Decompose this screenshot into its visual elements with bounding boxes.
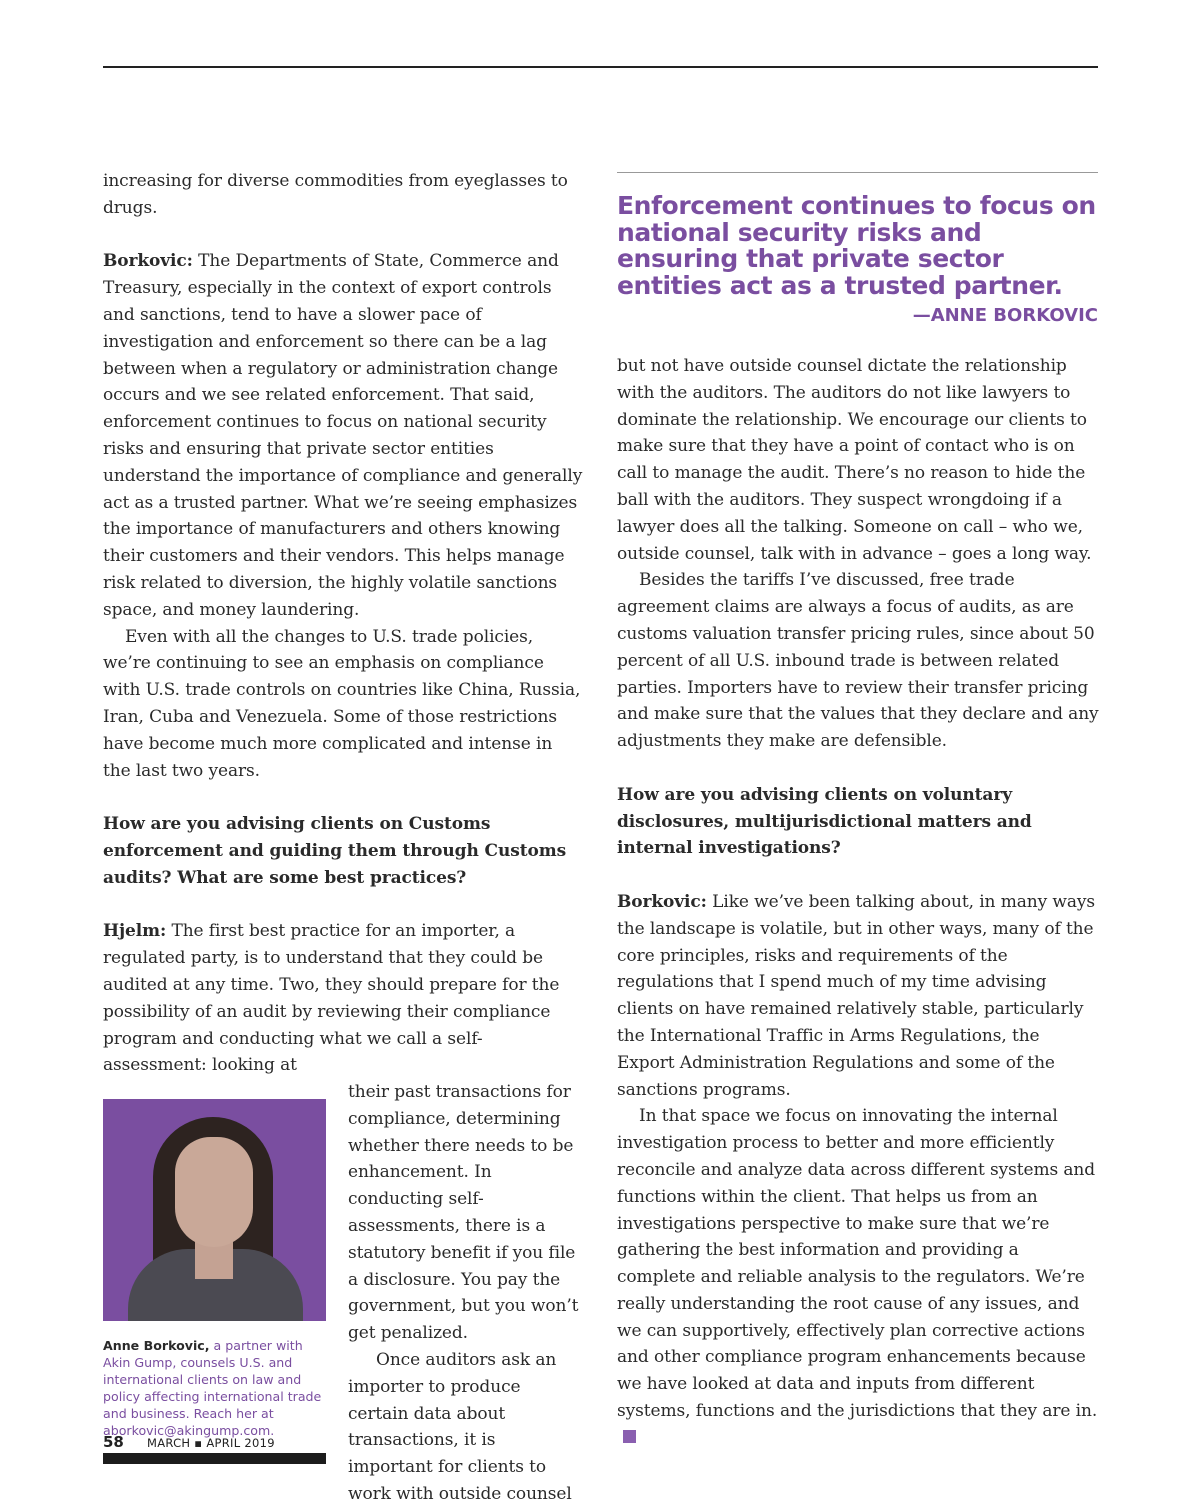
speaker-name: Borkovic: xyxy=(103,251,193,272)
paragraph xyxy=(617,889,1099,1103)
interview-question: How are you advising clients on Customs enforcement and guiding them through Customs audits? What are some best practices? xyxy=(103,814,567,888)
caption-name: Anne Borkovic, xyxy=(103,1338,210,1354)
paragraph xyxy=(103,248,583,623)
pull-quote: Enforcement continues to focus on national security risks and ensuring that private sector entities act as a trusted partner. xyxy=(617,191,1096,300)
page-footer xyxy=(103,1432,275,1451)
interview-question: How are you advising clients on voluntary disclosures, multijurisdictional matters and internal investigations? xyxy=(617,784,1032,859)
paragraph xyxy=(617,1103,1099,1451)
top-rule xyxy=(103,66,1098,68)
paragraph-text: The first best practice for an importer, a regulated party, is to understand that they could be audited at any time. Two, they should prepare for the possibility of an audit by reviewing their compliance program and conducting what we call a self-assessment: looking at xyxy=(103,921,560,1076)
issue-date: MARCH ▪ APRIL 2019 xyxy=(146,1436,275,1450)
pull-quote-attribution: —ANNE BORKOVIC xyxy=(912,305,1098,326)
speaker-name: Borkovic: xyxy=(617,891,707,912)
portrait-photo xyxy=(103,1099,326,1321)
photo-face-shape xyxy=(175,1137,253,1247)
paragraph xyxy=(103,918,583,1079)
page-number: 58 xyxy=(103,1433,124,1451)
end-of-article-mark xyxy=(623,1430,636,1443)
paragraph-text: Like we’ve been talking about, in many ways the landscape is volatile, but in other ways, many of the core principles, risks and requirements of the regulations that I spend much of my time advising clients on have remained relatively stable, particularly the International Traffic in Arms Regulations, the Export Administration Regulations and some of the sanctions programs. xyxy=(617,891,1096,1100)
photo-caption xyxy=(103,1337,326,1439)
wrapped-text-column xyxy=(348,1079,583,1508)
paragraph: Besides the tariffs I’ve discussed, free trade agreement claims are always a focus of audits, as are customs valuation transfer pricing rules, since about 50 percent of all U.S. inbound trade is between related parties. Importers have to review their transfer pricing and make sure that the values that they declare and any adjustments they make are defensible. xyxy=(617,570,1099,752)
caption-text: a partner with Akin Gump, counsels U.S. and international clients on law and policy affecting international trade and business. Reach her at aborkovic@akingump.com. xyxy=(103,1338,322,1439)
paragraph: their past transactions for compliance, determining whether there needs to be enhancement. In conducting self-assessments, there is a statutory benefit if you file a disclosure. You pay the government, but you won’t get penalized. xyxy=(348,1082,579,1344)
paragraph: increasing for diverse commodities from eyeglasses to drugs. xyxy=(103,171,568,218)
paragraph: Even with all the changes to U.S. trade policies, we’re continuing to see an emphasis on compliance with U.S. trade controls on countries like China, Russia, Iran, Cuba and Venezuela. Some of those restrictions have become much more complicated and intense in the last two years. xyxy=(103,626,581,781)
right-column xyxy=(617,353,1099,1452)
paragraph-text: The Departments of State, Commerce and Treasury, especially in the context of export controls and sanctions, tend to have a slower pace of investigation and enforcement so there can be a lag between when a regulatory or administration change occurs and we see related enforcement. That said, enforcement continues to focus on national security risks and ensuring that private sector entities understand the importance of compliance and generally act as a trusted partner. What we’re seeing emphasizes the importance of manufacturers and others knowing their customers and their vendors. This helps manage risk related to diversion, the highly volatile sanctions space, and money laundering. xyxy=(103,251,583,620)
paragraph: but not have outside counsel dictate the relationship with the auditors. The auditors do not like lawyers to dominate the relationship. We encourage our clients to make sure that they have a point of contact who is on call to manage the audit. There’s no reason to hide the ball with the auditors. They suspect wrongdoing if a lawyer does all the talking. Someone on call – who we, outside counsel, talk with in advance – goes a long way. xyxy=(617,356,1092,564)
pull-quote-rule xyxy=(617,172,1098,173)
caption-bar xyxy=(103,1453,326,1464)
left-column xyxy=(103,168,583,1508)
paragraph-text: In that space we focus on innovating the internal investigation process to better and more efficiently reconcile and analyze data across different systems and functions within the client. That helps us from an investigations perspective to make sure that we’re gathering the best information and providing a complete and reliable analysis to the regulators. We’re really understanding the root cause of any issues, and we can supportively, effectively plan corrective actions and other compliance program enhancements because we have looked at data and inputs from different systems, functions and the jurisdictions that they are in. xyxy=(617,1106,1098,1422)
pull-quote-block xyxy=(617,172,1098,326)
paragraph: Once auditors ask an importer to produce certain data about transactions, it is important for clients to work with outside counsel xyxy=(348,1350,572,1505)
speaker-name: Hjelm: xyxy=(103,921,167,942)
